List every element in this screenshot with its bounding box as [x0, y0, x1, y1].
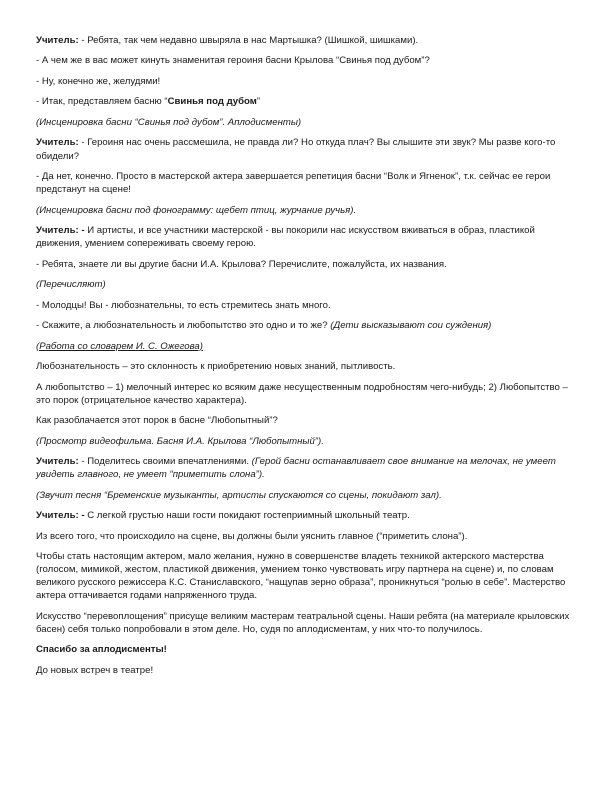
text-run: ”	[256, 96, 261, 108]
paragraph	[36, 75, 578, 88]
text-run: - Поделитесь своими впечатлениями.	[78, 456, 252, 468]
text-run: - Ребята, знаете ли вы другие басни И.А. Крылова? Перечислите, пожалуйста, их названия.	[36, 258, 447, 270]
bold-text: Свинья под дубом	[167, 96, 257, 108]
paragraph	[36, 258, 578, 271]
paragraph	[36, 455, 578, 481]
text-run: - Итак, представляем басню “	[36, 96, 168, 108]
text-run: Как разоблачается этот порок в басне “Любопытный”?	[36, 415, 278, 427]
paragraph	[36, 319, 578, 332]
text-run: До новых встреч в театре!	[36, 664, 154, 676]
text-run: Любознательность – это склонность к приобретению новых знаний, пытливость.	[36, 361, 396, 373]
paragraph	[36, 530, 578, 543]
bold-text: Спасибо за аплодисменты!	[36, 644, 167, 656]
bold-text: Учитель: -	[36, 510, 85, 522]
bold-text: Учитель: -	[36, 225, 85, 237]
paragraph	[36, 489, 578, 502]
italic-text: (Звучит песня “Бременские музыканты, артисты спускаются со сцены, покидают зал).	[36, 489, 442, 501]
paragraph	[36, 610, 578, 636]
text-run: Чтобы стать настоящим актером, мало желания, нужно в совершенстве владеть техникой актерского мастерства (голосом, мимикой, жестом, пластикой движения, умением тонко чувствовать игру партнера на сцене) и, по словам великого русского режиссера К.С. Станиславского, “нащупав зерно образа”, проникнуться “ролью в себе”. Мастерство актера оттачивается годами напряженного труда.	[36, 551, 566, 602]
text-run: - Молодцы! Вы - любознательны, то есть стремитесь знать много.	[36, 299, 331, 311]
text-run: С легкой грустью наши гости покидают гостеприимный школьный театр.	[84, 510, 410, 522]
paragraph	[36, 360, 578, 373]
paragraph	[36, 204, 578, 217]
italic-text: (Перечисляют)	[36, 279, 106, 291]
document-body	[36, 34, 578, 677]
paragraph	[36, 95, 578, 108]
text-run: А любопытство – 1) мелочный интерес ко всяким даже несущественным подробностям чего-нибудь; 2) Любопытство – это порок (отрицательное качество характера).	[36, 381, 568, 406]
paragraph	[36, 381, 578, 407]
text-run: - Ребята, так чем недавно швыряла в нас Мартышка? (Шишкой, шишками).	[78, 35, 419, 46]
text-run: - Героиня нас очень рассмешила, не правда ли? Но откуда плач? Вы слышите эти звук? Мы разве кого-то обидели?	[36, 137, 556, 162]
paragraph	[36, 414, 578, 427]
paragraph	[36, 340, 578, 353]
text-run: Из всего того, что происходило на сцене, вы должны были уяснить главное (“приметить слона”).	[36, 530, 468, 542]
italic-text: (Инсценировка басни “Свинья под дубом”. Аплодисменты)	[36, 116, 302, 128]
paragraph	[36, 299, 578, 312]
bold-text: Учитель:	[36, 137, 79, 149]
paragraph	[36, 509, 578, 522]
text-run: - Скажите, а любознательность и любопытство это одно и то же?	[36, 320, 331, 332]
paragraph	[36, 643, 578, 656]
paragraph	[36, 116, 578, 129]
paragraph	[36, 278, 578, 291]
paragraph	[36, 550, 578, 602]
text-run: Искусство “перевоплощения” присуще великим мастерам театральной сцены. Наши ребята (на материале крыловских басен) себя только попробовали в этом деле. Но, судя по аплодисментам, у них что-то получилось.	[36, 610, 570, 635]
italic-text: (Просмотр видеофильма. Басня И.А. Крылова “Любопытный”).	[36, 435, 324, 447]
paragraph	[36, 136, 578, 162]
bold-text: Учитель:	[36, 456, 79, 468]
text-run: - Да нет, конечно. Просто в мастерской актера завершается репетиция басни “Волк и Ягненок”, т.к. сейчас ее герои предстанут на сцене!	[36, 171, 551, 196]
text-run: И артисты, и все участники мастерской - вы покорили нас искусством вживаться в образ, пластикой движения, умением сопереживать своему герою.	[36, 225, 535, 250]
italic-text: (Работа со словарем И. С. Ожегова)	[36, 340, 203, 352]
paragraph	[36, 664, 578, 677]
italic-text: (Инсценировка басни под фонограмму: щебет птиц, журчание ручья).	[36, 204, 357, 216]
paragraph	[36, 435, 578, 448]
bold-text: Учитель:	[36, 35, 79, 46]
italic-text: (Герой басни останавливает свое внимание на мелочах, не умеет увидеть главного, не умеет “приметить слона”).	[36, 456, 556, 481]
italic-text: (Дети высказывают сои суждения)	[330, 320, 492, 332]
text-run: - Ну, конечно же, желудями!	[36, 75, 161, 87]
paragraph	[36, 170, 578, 196]
text-run: - А чем же в вас может кинуть знаменитая героиня басни Крылова “Свинья под дубом”?	[36, 55, 430, 67]
paragraph	[36, 34, 578, 47]
paragraph	[36, 224, 578, 250]
paragraph	[36, 54, 578, 67]
